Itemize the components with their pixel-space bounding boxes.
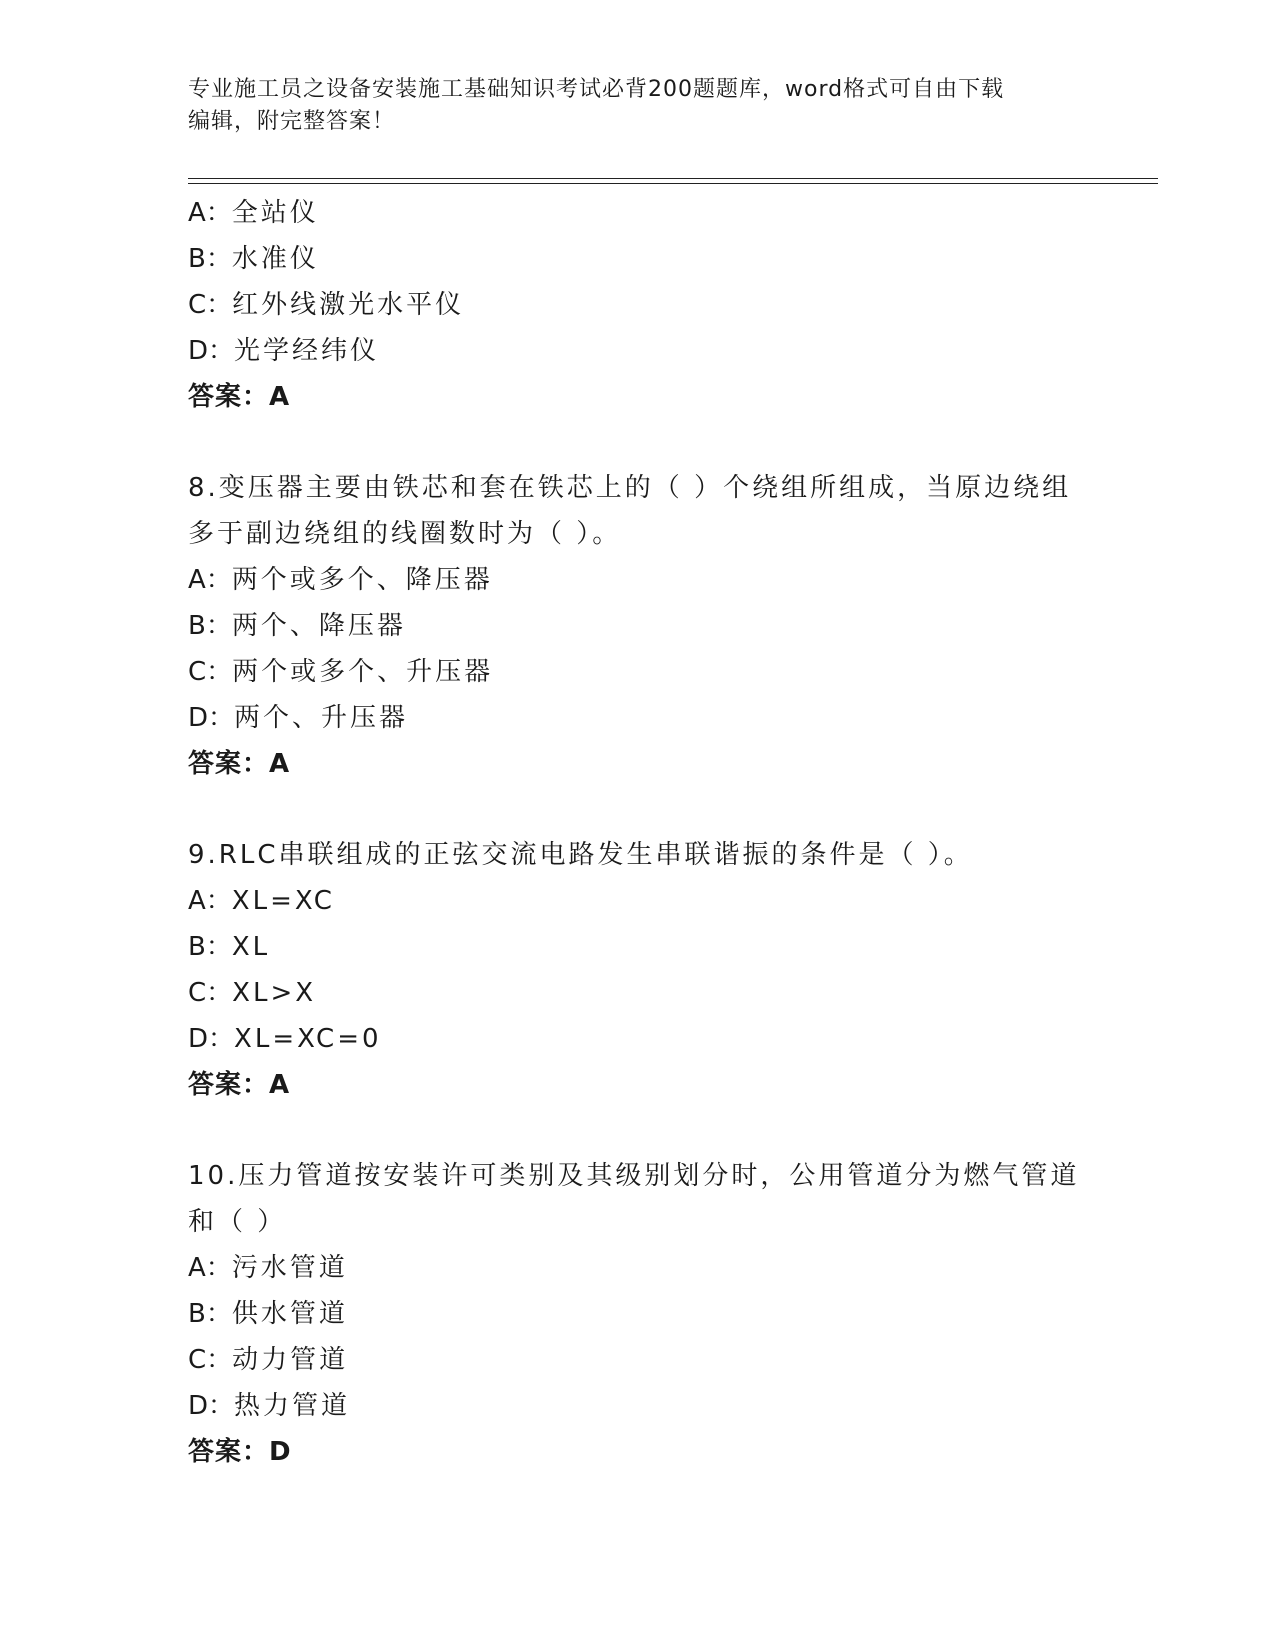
answer: 答案：A bbox=[188, 749, 291, 779]
option-c: C：动力管道 bbox=[188, 1345, 349, 1375]
option-c: C：两个或多个、升压器 bbox=[188, 657, 494, 687]
option-d: D：XL=XC=0 bbox=[188, 1024, 382, 1054]
header-line-2: 编辑，附完整答案！ bbox=[188, 109, 396, 134]
option-a: A：两个或多个、降压器 bbox=[188, 565, 493, 595]
option-c: C：XL>X bbox=[188, 978, 317, 1008]
option-b: B：两个、降压器 bbox=[188, 611, 406, 641]
question-text-line-1: 8.变压器主要由铁芯和套在铁芯上的（ ）个绕组所组成，当原边绕组 bbox=[188, 473, 1072, 503]
question-text-line-2: 和（ ） bbox=[188, 1207, 287, 1237]
question-text-line-1: 9.RLC串联组成的正弦交流电路发生串联谐振的条件是（ ）。 bbox=[188, 840, 973, 870]
option-a: A：污水管道 bbox=[188, 1253, 348, 1283]
option-d: D：两个、升压器 bbox=[188, 703, 409, 733]
header-rule-bottom bbox=[188, 183, 1158, 184]
question-8 bbox=[188, 465, 1088, 787]
option-c: C：红外线激光水平仪 bbox=[188, 290, 465, 320]
question-10 bbox=[188, 1153, 1088, 1475]
question-text-line-2: 多于副边绕组的线圈数时为（ ）。 bbox=[188, 519, 622, 549]
option-b: B：XL bbox=[188, 932, 271, 962]
answer: 答案：A bbox=[188, 1070, 291, 1100]
option-d: D：光学经纬仪 bbox=[188, 336, 380, 366]
option-b: B：供水管道 bbox=[188, 1299, 348, 1329]
option-d: D：热力管道 bbox=[188, 1391, 351, 1421]
question-text-line-1: 10.压力管道按安装许可类别及其级别划分时，公用管道分为燃气管道 bbox=[188, 1161, 1080, 1191]
document-header bbox=[188, 74, 1088, 138]
question-9 bbox=[188, 832, 1088, 1108]
question-list bbox=[188, 190, 1088, 1475]
question-7 bbox=[188, 190, 1088, 420]
option-a: A：全站仪 bbox=[188, 198, 319, 228]
header-line-1: 专业施工员之设备安装施工基础知识考试必背200题题库，word格式可自由下载 bbox=[188, 77, 1005, 102]
option-a: A：XL=XC bbox=[188, 886, 335, 916]
option-b: B：水准仪 bbox=[188, 244, 319, 274]
answer: 答案：D bbox=[188, 1437, 292, 1467]
header-rule-top bbox=[188, 178, 1158, 179]
answer: 答案：A bbox=[188, 382, 291, 412]
